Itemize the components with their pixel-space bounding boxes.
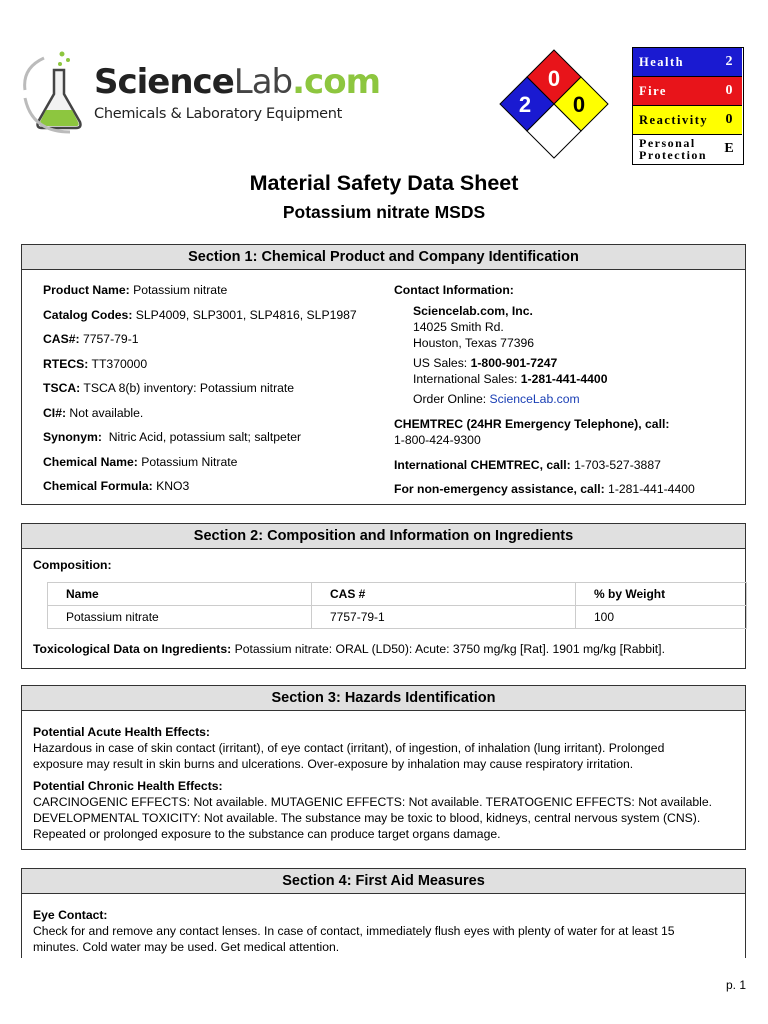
- section-1: [21, 244, 746, 505]
- chemtrec-label: CHEMTREC (24HR Emergency Telephone), call:: [394, 417, 670, 431]
- flask-icon: [22, 48, 92, 134]
- logo-science: Science: [94, 62, 234, 102]
- chronic-line: DEVELOPMENTAL TOXICITY: Not available. The substance may be toxic to blood, kidneys, central nervous system (CNS).: [33, 811, 701, 825]
- hmis-value: 0: [725, 83, 733, 98]
- eye-contact-label: Eye Contact:: [33, 908, 108, 922]
- field-chemical-formula: Chemical Formula: KNO3: [43, 479, 190, 493]
- logo-dotcom: .com: [292, 62, 380, 102]
- hmis-label: Fire: [639, 83, 667, 98]
- order-online-link[interactable]: ScienceLab.com: [489, 392, 580, 406]
- field-cas: CAS#: 7757-79-1: [43, 332, 139, 346]
- logo-lab: Lab: [233, 62, 293, 102]
- company-name: Sciencelab.com, Inc.: [413, 304, 533, 318]
- contact-info: [394, 282, 739, 497]
- chronic-line: CARCINOGENIC EFFECTS: Not available. MUTAGENIC EFFECTS: Not available. TERATOGENIC EFFECTS: Not available.: [33, 795, 713, 809]
- first-aid-text: [33, 907, 743, 955]
- sciencelab-logo: [22, 44, 380, 134]
- hmis-value: E: [724, 141, 734, 156]
- eye-contact-line: Check for and remove any contact lenses. In case of contact, immediately flush eyes with plenty of water for at least 15: [33, 924, 675, 938]
- address-line-1: 14025 Smith Rd.: [413, 320, 504, 334]
- field-product-name: Product Name: Potassium nitrate: [43, 283, 228, 297]
- us-sales: US Sales: 1-800-901-7247: [413, 356, 558, 370]
- chronic-label: Potential Chronic Health Effects:: [33, 779, 223, 793]
- section-2-heading: Section 2: Composition and Information on Ingredients: [22, 524, 745, 549]
- hmis-label: Health: [639, 54, 685, 69]
- section-2: [21, 523, 746, 669]
- field-ci: CI#: Not available.: [43, 405, 144, 420]
- contact-label: Contact Information:: [394, 283, 514, 297]
- nfpa-health: 2: [518, 92, 532, 117]
- hmis-label: Personal Protection: [639, 136, 708, 162]
- field-tsca: TSCA: TSCA 8(b) inventory: Potassium nitrate: [43, 381, 295, 395]
- nfpa-reactivity: 0: [572, 92, 586, 117]
- table-row: [48, 606, 747, 629]
- hazards-text: [33, 724, 743, 842]
- hmis-label: Reactivity: [639, 112, 709, 127]
- field-catalog-codes: Catalog Codes: SLP4009, SLP3001, SLP4816, SLP1987: [43, 307, 357, 322]
- col-name: Name: [48, 583, 312, 606]
- section-4-heading: Section 4: First Aid Measures: [22, 869, 745, 894]
- hmis-row-health: [633, 48, 742, 77]
- eye-contact-line: minutes. Cold water may be used. Get medical attention.: [33, 940, 340, 954]
- hmis-value: 0: [725, 112, 733, 127]
- section-3: [21, 685, 746, 850]
- order-online: Order Online: ScienceLab.com: [413, 392, 580, 406]
- acute-line: Hazardous in case of skin contact (irritant), of eye contact (irritant), of ingestion, of inhalation (lung irritant). Prolonged: [33, 741, 665, 755]
- section-1-heading: Section 1: Chemical Product and Company Identification: [22, 245, 745, 270]
- table-header-row: [48, 583, 747, 606]
- tox-data: Toxicological Data on Ingredients: Potassium nitrate: ORAL (LD50): Acute: 3750 mg/kg [Rat]. 1901 mg/kg [Rabbit].: [33, 642, 665, 656]
- logo-tagline: Chemicals & Laboratory Equipment: [94, 106, 343, 122]
- product-fields: [43, 282, 393, 503]
- hmis-row-protection: [633, 135, 742, 163]
- address-line-2: Houston, Texas 77396: [413, 336, 535, 350]
- composition-label: Composition:: [33, 558, 112, 572]
- chemtrec-number: 1-800-424-9300: [394, 433, 481, 447]
- hmis-value: 2: [725, 54, 733, 69]
- hmis-row-reactivity: [633, 106, 742, 135]
- acute-line: exposure may result in skin burns and ulcerations. Over-exposure by inhalation may cause respiratory irritation.: [33, 757, 634, 771]
- cell-name: Potassium nitrate: [48, 606, 312, 629]
- col-cas: CAS #: [312, 583, 576, 606]
- page-title: Material Safety Data Sheet: [249, 171, 519, 195]
- page-subtitle: Potassium nitrate MSDS: [282, 202, 486, 222]
- composition-table: [47, 582, 747, 629]
- field-rtecs: RTECS: TT370000: [43, 356, 148, 371]
- nfpa-flammability: 0: [547, 66, 561, 91]
- section-4: [21, 868, 746, 958]
- section-3-heading: Section 3: Hazards Identification: [22, 686, 745, 711]
- page-number: p. 1: [725, 978, 746, 992]
- nfpa-diamond: [498, 46, 610, 166]
- col-weight: % by Weight: [576, 583, 747, 606]
- cell-weight: 100: [576, 606, 747, 629]
- hmis-table: [632, 47, 744, 165]
- chronic-line: Repeated or prolonged exposure to the substance can produce target organs damage.: [33, 827, 501, 841]
- acute-label: Potential Acute Health Effects:: [33, 725, 210, 739]
- intl-sales: International Sales: 1-281-441-4400: [413, 372, 608, 386]
- intl-chemtrec: International CHEMTREC, call: 1-703-527-3887: [394, 458, 661, 472]
- cell-cas: 7757-79-1: [312, 606, 576, 629]
- non-emergency: For non-emergency assistance, call: 1-281-441-4400: [394, 482, 695, 496]
- field-synonym: Synonym: Nitric Acid, potassium salt; saltpeter: [43, 430, 302, 444]
- hmis-row-fire: [633, 77, 742, 106]
- field-chemical-name: Chemical Name: Potassium Nitrate: [43, 454, 238, 469]
